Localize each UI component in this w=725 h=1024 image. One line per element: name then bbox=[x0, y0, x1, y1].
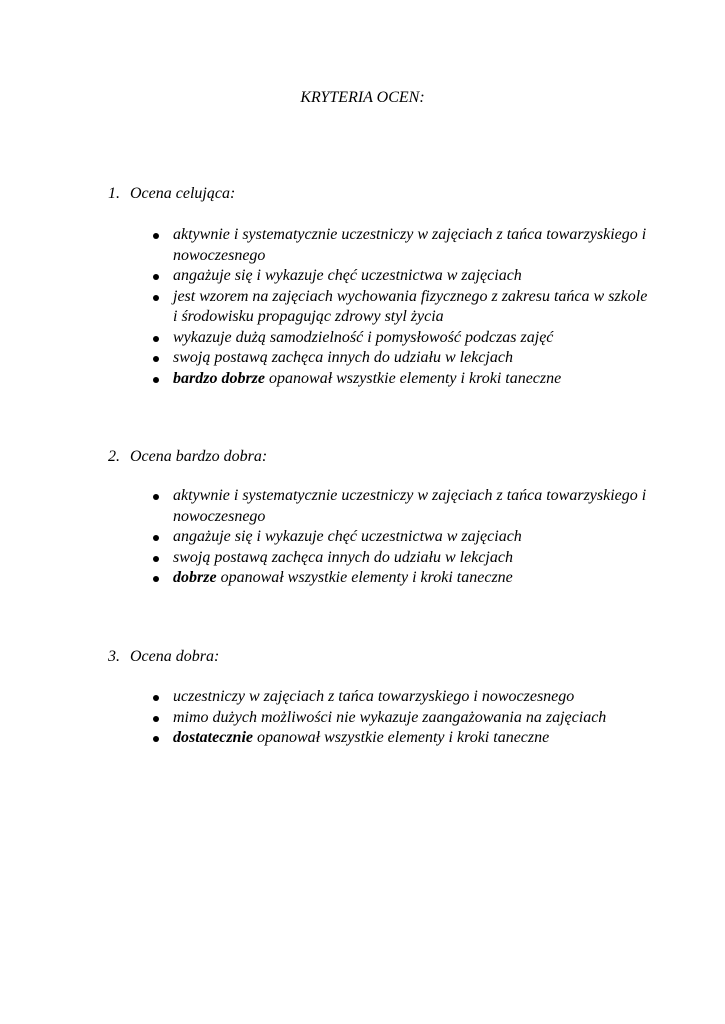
page-title: KRYTERIA OCEN: bbox=[300, 89, 425, 106]
section-heading-1 bbox=[108, 184, 235, 204]
item-bold-text: dobrze bbox=[173, 569, 217, 586]
item-text: opanował wszystkie elementy i kroki taneczne bbox=[216, 569, 513, 586]
section-heading-2 bbox=[108, 447, 267, 467]
item-text: aktywnie i systematycznie uczestniczy w zajęciach z tańca towarzyskiego i nowoczesnego bbox=[173, 487, 647, 525]
section-number: 3. bbox=[108, 648, 120, 665]
bullet-icon bbox=[153, 494, 159, 500]
bullet-icon bbox=[153, 356, 159, 362]
list-item bbox=[150, 527, 650, 548]
bullet-icon bbox=[153, 556, 159, 562]
list-item bbox=[150, 328, 650, 349]
list-item bbox=[150, 266, 650, 287]
list-item bbox=[150, 568, 650, 589]
bullet-icon bbox=[153, 377, 159, 383]
section-title: Ocena celująca: bbox=[130, 185, 236, 202]
item-text: swoją postawą zachęca innych do udziału w lekcjach bbox=[173, 548, 513, 566]
item-bold-text: bardzo dobrze bbox=[173, 369, 266, 387]
bullet-icon bbox=[153, 274, 159, 280]
bullet-icon bbox=[153, 295, 159, 301]
item-text: angażuje się i wykazuje chęć uczestnictwa w zajęciach bbox=[173, 267, 522, 284]
item-text: wykazuje dużą samodzielność i pomysłowość podczas zajęć bbox=[173, 328, 554, 346]
criteria-list-1 bbox=[150, 225, 650, 389]
list-item bbox=[150, 548, 650, 569]
bullet-icon bbox=[153, 535, 159, 541]
item-text: jest wzorem na zajęciach wychowania fizycznego z zakresu tańca w szkole i środowisku propagując zdrowy styl życia bbox=[173, 287, 648, 325]
item-text: uczestniczy w zajęciach z tańca towarzyskiego i nowoczesnego bbox=[173, 688, 575, 705]
bullet-icon bbox=[153, 576, 159, 582]
list-item bbox=[150, 486, 650, 527]
list-item bbox=[150, 287, 650, 328]
list-item bbox=[150, 728, 650, 749]
item-bold-text: dostatecznie bbox=[173, 729, 253, 746]
criteria-list-2 bbox=[150, 486, 650, 589]
bullet-icon bbox=[153, 336, 159, 342]
section-title: Ocena bardzo dobra: bbox=[130, 448, 268, 465]
list-item bbox=[150, 369, 650, 390]
item-text: opanował wszystkie elementy i kroki taneczne bbox=[253, 729, 550, 746]
list-item bbox=[150, 225, 650, 266]
bullet-icon bbox=[153, 736, 159, 742]
bullet-icon bbox=[153, 716, 159, 722]
section-number: 1. bbox=[108, 185, 120, 202]
item-text: mimo dużych możliwości nie wykazuje zaangażowania na zajęciach bbox=[173, 708, 607, 726]
bullet-icon bbox=[153, 233, 159, 239]
bullet-icon bbox=[153, 695, 159, 701]
section-title: Ocena dobra: bbox=[130, 648, 220, 665]
item-text: opanował wszystkie elementy i kroki taneczne bbox=[265, 369, 562, 387]
section-number: 2. bbox=[108, 448, 120, 465]
item-text: swoją postawą zachęca innych do udziału w lekcjach bbox=[173, 349, 513, 366]
item-text: aktywnie i systematycznie uczestniczy w zajęciach z tańca towarzyskiego i nowoczesnego bbox=[173, 226, 647, 264]
item-text: angażuje się i wykazuje chęć uczestnictwa w zajęciach bbox=[173, 528, 522, 545]
criteria-list-3 bbox=[150, 687, 650, 749]
list-item bbox=[150, 687, 650, 708]
section-heading-3 bbox=[108, 647, 219, 667]
list-item bbox=[150, 708, 650, 729]
list-item bbox=[150, 348, 650, 369]
